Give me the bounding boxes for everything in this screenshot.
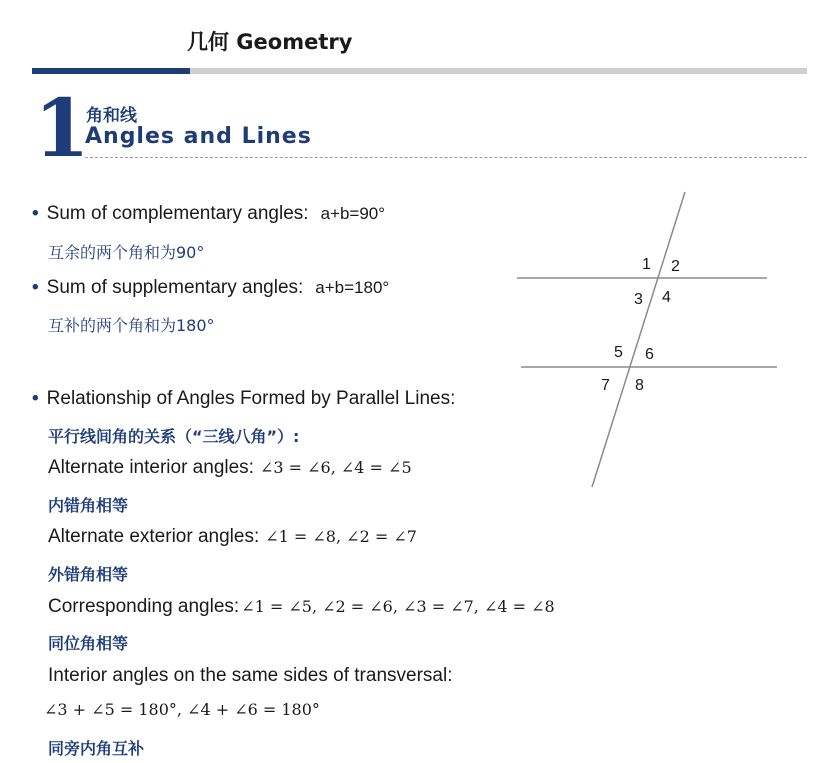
corresponding-formula: ∠1 = ∠5, ∠2 = ∠6, ∠3 = ∠7, ∠4 = ∠8 bbox=[241, 597, 555, 616]
bullet-parallel bbox=[32, 388, 455, 410]
interior-same-formula-row bbox=[44, 700, 320, 720]
parallel-label: Relationship of Angles Formed by Parallel Lines: bbox=[46, 388, 456, 409]
complementary-label: Sum of complementary angles: bbox=[46, 203, 309, 224]
angle-label-5: 5 bbox=[614, 344, 623, 361]
angle-label-3: 3 bbox=[634, 291, 643, 308]
angle-label-4: 4 bbox=[662, 289, 671, 306]
interior-same-cn: 同旁内角互补 bbox=[48, 739, 145, 758]
section-number: 1 bbox=[34, 81, 90, 175]
alt-exterior-row bbox=[48, 526, 417, 548]
section-divider bbox=[85, 157, 807, 158]
alt-interior-label: Alternate interior angles: bbox=[48, 457, 254, 478]
parallel-cn: 平行线间角的关系（“三线八角”）: bbox=[48, 427, 300, 446]
supplementary-cn: 互补的两个角和为180° bbox=[48, 316, 215, 335]
angle-label-1: 1 bbox=[642, 256, 651, 273]
supplementary-formula: a+b=180° bbox=[315, 278, 390, 297]
alt-exterior-label: Alternate exterior angles: bbox=[48, 526, 260, 547]
alt-interior-cn: 内错角相等 bbox=[48, 496, 129, 515]
angle-label-2: 2 bbox=[671, 258, 680, 275]
section-title-en: Angles and Lines bbox=[85, 124, 312, 149]
interior-same-label: Interior angles on the same sides of transversal: bbox=[48, 665, 453, 686]
corresponding-label: Corresponding angles: bbox=[48, 596, 240, 617]
complementary-formula: a+b=90° bbox=[320, 204, 386, 223]
bullet-complementary bbox=[32, 203, 385, 225]
angle-label-8: 8 bbox=[635, 377, 644, 394]
interior-same-formula: ∠3 + ∠5 = 180°, ∠4 + ∠6 = 180° bbox=[44, 700, 320, 719]
parallel-lines-diagram bbox=[510, 185, 790, 495]
corresponding-row bbox=[48, 596, 555, 618]
supplementary-label: Sum of supplementary angles: bbox=[46, 277, 304, 298]
header-bar-accent bbox=[32, 68, 190, 74]
alt-interior-row bbox=[48, 457, 412, 479]
complementary-cn: 互余的两个角和为90° bbox=[48, 243, 205, 262]
bullet-dot: • bbox=[32, 203, 39, 224]
transversal-line bbox=[592, 192, 685, 487]
angle-label-6: 6 bbox=[645, 346, 654, 363]
bullet-supplementary bbox=[32, 277, 389, 299]
alt-exterior-formula: ∠1 = ∠8, ∠2 = ∠7 bbox=[265, 527, 417, 546]
section-title-cn: 角和线 bbox=[86, 106, 137, 126]
bullet-dot: • bbox=[32, 277, 39, 298]
alt-interior-formula: ∠3 = ∠6, ∠4 = ∠5 bbox=[259, 458, 412, 477]
bullet-dot: • bbox=[32, 388, 39, 409]
corresponding-cn: 同位角相等 bbox=[48, 634, 129, 653]
alt-exterior-cn: 外错角相等 bbox=[48, 565, 129, 584]
angle-label-7: 7 bbox=[601, 377, 610, 394]
header-title: 几何 Geometry bbox=[187, 30, 353, 54]
